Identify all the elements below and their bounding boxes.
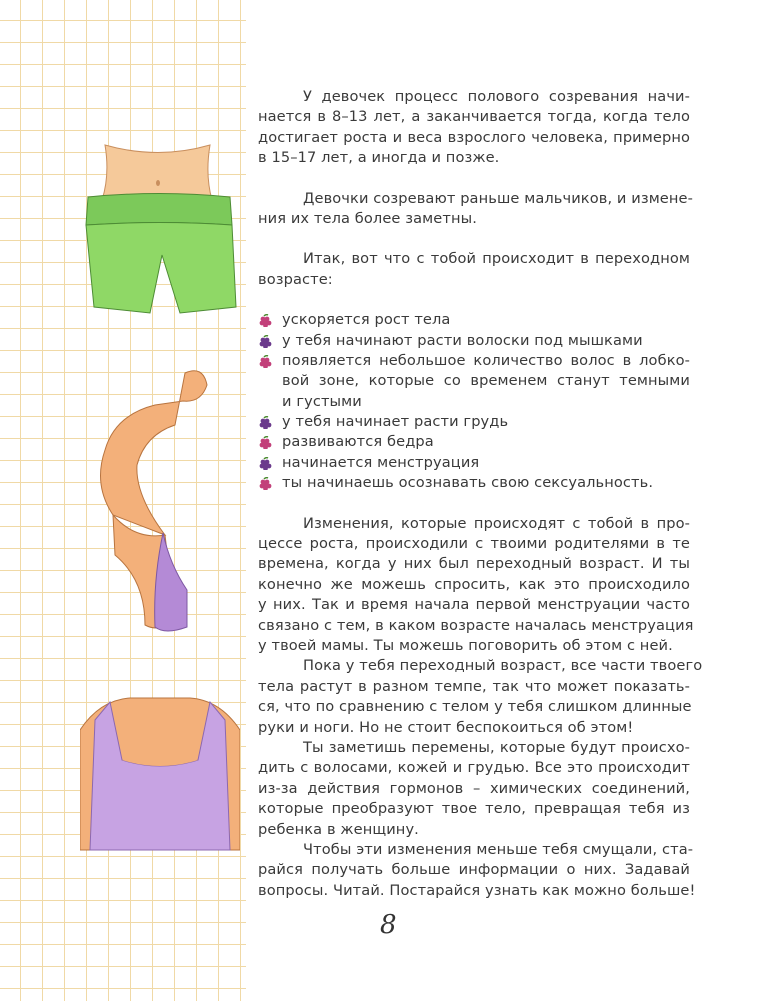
bullet-item bbox=[258, 453, 690, 473]
text-line bbox=[258, 310, 690, 330]
bullet-item bbox=[258, 412, 690, 432]
illustration-waist-green-shorts bbox=[80, 135, 240, 320]
bullet-text: ты начинаешь осознавать свою сексуальность. bbox=[282, 474, 654, 492]
text-line: Пока у тебя переходный возраст, все части твоего bbox=[303, 657, 703, 675]
text-line bbox=[258, 453, 690, 473]
text-line: дить с волосами, кожей и грудью. Все это происходит bbox=[258, 759, 690, 777]
text-line: райся получать больше информации о них. Задавай bbox=[258, 861, 690, 879]
text-line bbox=[258, 432, 690, 452]
text-line bbox=[258, 392, 690, 412]
text-line bbox=[258, 473, 690, 493]
text-line: Девочки созревают раньше мальчиков, и измене- bbox=[303, 189, 693, 207]
paragraph bbox=[258, 840, 696, 901]
text-line: ся, что по сравнению с телом у тебя слишком длинные bbox=[258, 698, 692, 716]
berry-bullet-icon bbox=[259, 436, 272, 449]
berry-bullet-icon bbox=[259, 416, 272, 429]
text-line: Чтобы эти изменения меньше тебя смущали, ста- bbox=[303, 840, 694, 858]
illustration-tank-top bbox=[80, 690, 240, 855]
text-line: тела растут в разном темпе, так что может показать- bbox=[258, 677, 690, 695]
text-line: вопросы. Читай. Постарайся узнать как можно больше! bbox=[258, 881, 696, 899]
text-line: связано с тем, в каком возрасте началась менструация bbox=[258, 616, 694, 634]
text-line: у них. Так и время начала первой менструации часто bbox=[258, 596, 690, 614]
bullet-item bbox=[258, 432, 690, 452]
berry-bullet-icon bbox=[259, 335, 272, 348]
text-line: ния их тела более заметны. bbox=[258, 209, 477, 227]
intro-text bbox=[258, 87, 703, 901]
text-line: руки и ноги. Но не стоит беспокоиться об этом! bbox=[258, 718, 634, 736]
paragraph bbox=[258, 656, 703, 738]
text-line: у твоей мамы. Ты можешь поговорить об этом с ней. bbox=[258, 636, 673, 654]
bullet-text: ускоряется рост тела bbox=[282, 311, 451, 329]
berry-bullet-icon bbox=[259, 477, 272, 490]
text-line: Ты заметишь перемены, которые будут происхо- bbox=[303, 738, 690, 756]
text-line: конечно же можешь спросить, как это происходило bbox=[258, 575, 690, 593]
paragraph bbox=[258, 514, 694, 657]
text-line: Изменения, которые происходят с тобой в про- bbox=[303, 514, 690, 532]
text-line: из-за действия гормонов – химических соединений, bbox=[258, 779, 690, 797]
bullet-text: появляется небольшое количество волос в лобко- bbox=[282, 351, 690, 369]
bullet-text: вой зоне, которые со временем станут темными bbox=[282, 372, 690, 390]
text-line: достигает роста и веса взрослого человека, примерно bbox=[258, 128, 690, 146]
bullet-text: развиваются бедра bbox=[282, 433, 434, 451]
paragraph-2 bbox=[258, 189, 693, 230]
text-line: У девочек процесс полового созревания начи- bbox=[303, 88, 690, 105]
illustration-raised-arm bbox=[75, 365, 220, 635]
bullet-item bbox=[258, 310, 690, 330]
paragraph-1 bbox=[258, 87, 690, 169]
text-line: в 15–17 лет, а иногда и позже. bbox=[258, 149, 500, 167]
bullet-list bbox=[258, 310, 690, 494]
bullet-item bbox=[258, 331, 690, 351]
berry-bullet-icon bbox=[259, 314, 272, 327]
text-line: цессе роста, происходили с твоими родителями в те bbox=[258, 535, 690, 553]
body-text bbox=[258, 514, 703, 901]
text-line bbox=[258, 331, 690, 351]
bullet-item bbox=[258, 473, 690, 493]
text-line bbox=[258, 351, 690, 371]
bullet-item bbox=[258, 351, 690, 412]
text-line: которые преобразуют твое тело, превращая тебя из bbox=[258, 800, 690, 818]
text-line: возрасте: bbox=[258, 270, 333, 288]
berry-bullet-icon bbox=[259, 457, 272, 470]
paragraph bbox=[258, 738, 690, 840]
bullet-text: у тебя начинает расти грудь bbox=[282, 413, 509, 431]
berry-bullet-icon bbox=[259, 355, 272, 368]
text-line: ребенка в женщину. bbox=[258, 820, 419, 838]
text-line: нается в 8–13 лет, а заканчивается тогда, когда тело bbox=[258, 108, 690, 126]
text-line bbox=[258, 371, 690, 391]
text-line: Итак, вот что с тобой происходит в переходном bbox=[303, 250, 690, 268]
text-line: времена, когда у них был переходный возраст. И ты bbox=[258, 555, 690, 573]
bullet-text: у тебя начинают расти волоски под мышками bbox=[282, 331, 643, 349]
paragraph-3 bbox=[258, 249, 690, 290]
page-number: 8 bbox=[380, 910, 397, 940]
bullet-text: начинается менструация bbox=[282, 453, 480, 471]
text-line bbox=[258, 412, 690, 432]
bullet-text: и густыми bbox=[282, 392, 362, 410]
